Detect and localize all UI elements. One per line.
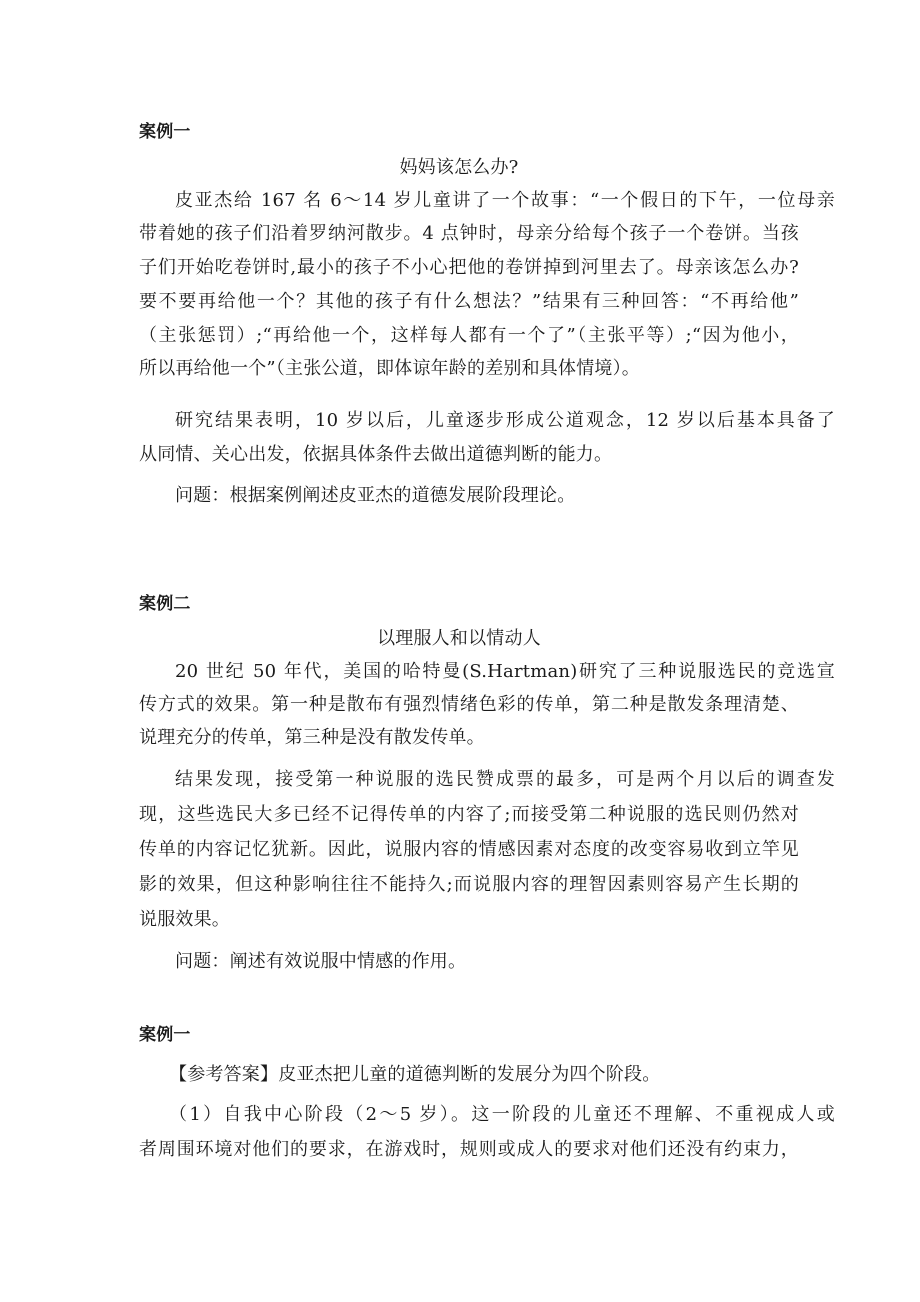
case1-paragraph2-line: 从同情、关心出发，依据具体条件去做出道德判断的能力。 bbox=[139, 444, 613, 465]
case1-paragraph2-line: 研究结果表明，10 岁以后，儿童逐步形成公道观念，12 岁以后基本具备了 bbox=[175, 410, 835, 431]
case2-heading: 案例二 bbox=[139, 594, 191, 614]
case1-paragraph1-line: （主张惩罚）;“再给他一个，这样每人都有一个了”（主张平等）;“因为他小， bbox=[139, 325, 799, 346]
answer1-stage1-line: （1）自我中心阶段（2～5 岁）。这一阶段的儿童还不理解、不重视成人或 bbox=[169, 1104, 835, 1125]
case2-title: 以理服人和以情动人 bbox=[377, 628, 541, 649]
case2-paragraph1-line: 传方式的效果。第一种是散布有强烈情绪色彩的传单，第二种是散发条理清楚、 bbox=[139, 694, 799, 715]
case1-title: 妈妈该怎么办? bbox=[399, 157, 519, 178]
answer1-heading: 案例一 bbox=[139, 1025, 191, 1045]
case1-question: 问题：根据案例阐述皮亚杰的道德发展阶段理论。 bbox=[175, 485, 576, 506]
case1-paragraph1-line: 带着她的孩子们沿着罗纳河散步。4 点钟时，母亲分给每个孩子一个卷饼。当孩 bbox=[139, 223, 799, 244]
case2-paragraph2-line: 结果发现，接受第一种说服的选民赞成票的最多，可是两个月以后的调查发 bbox=[175, 769, 835, 790]
answer1-stage1-line: 者周围环境对他们的要求，在游戏时，规则或成人的要求对他们还没有约束力， bbox=[139, 1139, 799, 1160]
case1-paragraph1-line: 子们开始吃卷饼时,最小的孩子不小心把他的卷饼掉到河里去了。母亲该怎么办? bbox=[139, 257, 799, 278]
case2-paragraph2-line: 现，这些选民大多已经不记得传单的内容了;而接受第二种说服的选民则仍然对 bbox=[139, 804, 799, 825]
case2-paragraph1-line: 20 世纪 50 年代，美国的哈特曼(S.Hartman)研究了三种说服选民的竞选宣 bbox=[175, 661, 835, 682]
case2-question: 问题：阐述有效说服中情感的作用。 bbox=[175, 951, 467, 972]
answer1-intro: 【参考答案】皮亚杰把儿童的道德判断的发展分为四个阶段。 bbox=[169, 1064, 661, 1085]
case1-heading: 案例一 bbox=[139, 122, 191, 142]
case2-paragraph2-line: 影的效果，但这种影响往往不能持久;而说服内容的理智因素则容易产生长期的 bbox=[139, 874, 799, 895]
case2-paragraph1-line: 说理充分的传单，第三种是没有散发传单。 bbox=[139, 727, 485, 748]
case1-paragraph1-line: 所以再给他一个”（主张公道，即体谅年龄的差别和具体情境）。 bbox=[139, 358, 640, 379]
case2-paragraph2-line: 传单的内容记忆犹新。因此，说服内容的情感因素对态度的改变容易收到立竿见 bbox=[139, 839, 799, 860]
case1-paragraph1-line: 皮亚杰给 167 名 6～14 岁儿童讲了一个故事：“一个假日的下午，一位母亲 bbox=[175, 190, 835, 211]
case2-paragraph2-line: 说服效果。 bbox=[139, 909, 230, 930]
case1-paragraph1-line: 要不要再给他一个？其他的孩子有什么想法？”结果有三种回答：“不再给他” bbox=[139, 291, 799, 312]
